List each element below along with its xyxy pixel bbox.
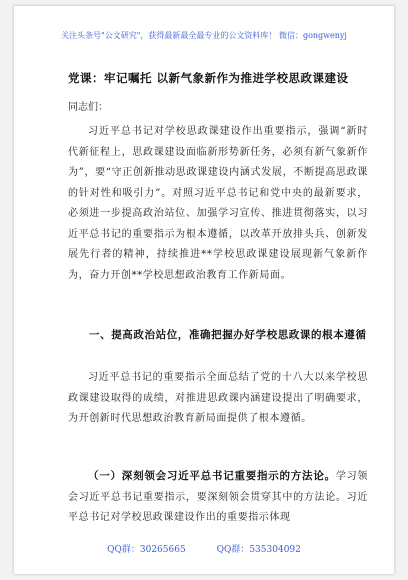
document-page	[14, 6, 394, 574]
footer	[14, 542, 394, 555]
greeting: 同志们：	[68, 102, 108, 113]
section-paragraph-1: 习近平总书记的重要指示全面总结了党的十八大以来学校思政课建设取得的成绩，对推进思政课内涵建设提出了明确要求，为开创新时代思想政治教育新局面提供了根本遵循。	[68, 372, 368, 424]
footer-qq-2: QQ群：535304092	[216, 545, 301, 555]
footer-qq-1: QQ群：30265665	[107, 545, 186, 555]
intro-paragraph: 习近平总书记对学校思政课建设作出重要指示，强调“新时代新征程上，思政课建设面临新形势新任务，必须有新气象新作为”，要“守正创新推动思政课建设内涵式发展，不断提高思政课的针对性和吸引力”。对照习近平总书记和党中央的最新要求，必须进一步提高政治站位、加强学习宣传、推进贯彻落实，以习近平总书记的重要指示为根本遵循，以改革开放排头兵、创新发展先行者的精神，持续推进**学校思政课建设展现新气象新作为，奋力开创**学校思想政治教育工作新局面。	[68, 126, 368, 281]
document-title: 党课：牢记嘱托 以新气象新作为推进学校思政课建设	[68, 71, 349, 85]
subsection-text-1: 学习领会习近平总书记重要指示，要深刻领会贯穿其中的方法论。习近平总书记对学校思政课建设作出的重要指示体现	[68, 471, 368, 523]
header-note: 关注头条号"公文研究"，获得最新最全最专业的公文资料库！ 微信：gongwenyj	[61, 31, 347, 40]
subsection-block-1	[68, 466, 368, 529]
section-heading-1: 一、提高政治站位，准确把握办好学校思政课的根本遵循	[89, 329, 367, 341]
subsection-heading-1: （一）深刻领会习近平总书记重要指示的方法论。	[88, 470, 336, 482]
